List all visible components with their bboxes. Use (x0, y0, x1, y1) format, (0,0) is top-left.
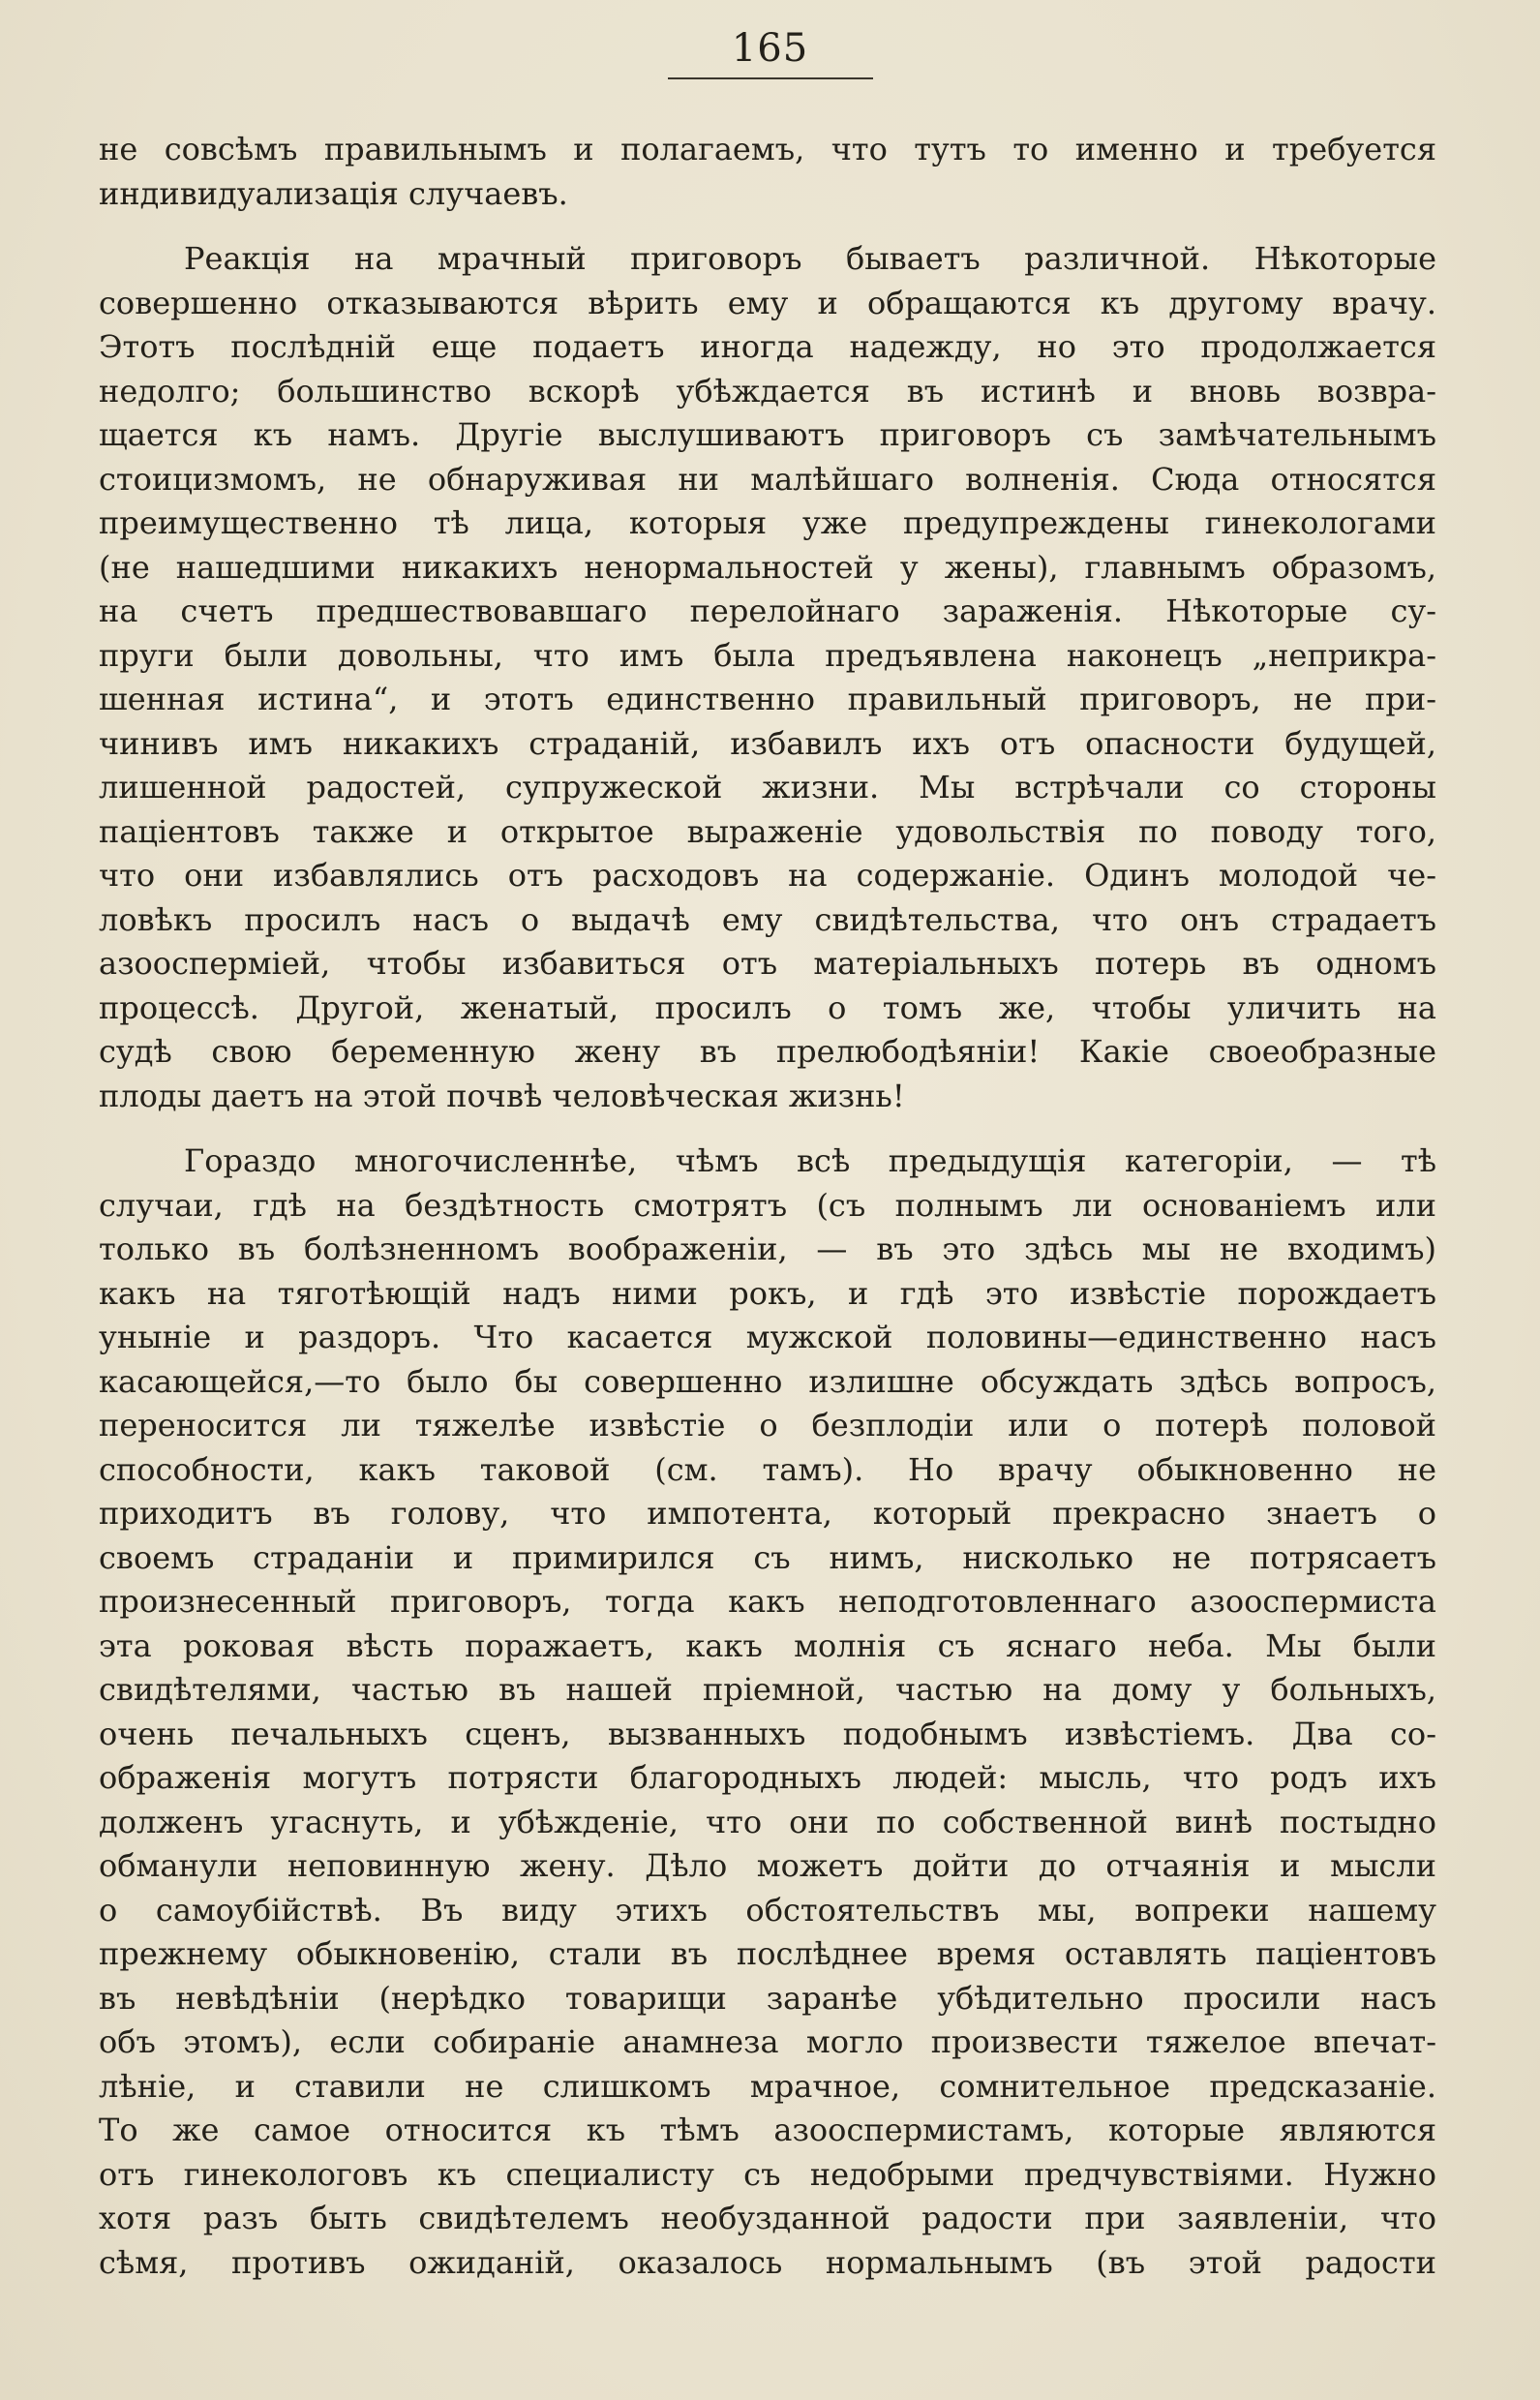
text-line: переносится ли тяжелѣе извѣстіе о безплодіи или о потерѣ половой (99, 1407, 1436, 1443)
text-line: очень печальныхъ сценъ, вызванныхъ подобнымъ извѣстіемъ. Два со- (99, 1715, 1436, 1752)
paragraph (99, 128, 1436, 216)
text-line: Этотъ послѣдній еще подаетъ иногда надежду, но это продолжается (99, 328, 1436, 365)
text-line: своемъ страданіи и примирился съ нимъ, нисколько не потрясаетъ (99, 1538, 1436, 1576)
page-number: 165 (731, 26, 809, 71)
text-line: хотя разъ быть свидѣтелемъ необузданной радости при заявленіи, что (99, 2200, 1436, 2236)
text-line: прежнему обыкновенію, стали въ послѣднее время оставлять паціентовъ (99, 1935, 1436, 1972)
text-line: не совсѣмъ правильнымъ и полагаемъ, что тутъ то именно и требуется (99, 131, 1436, 167)
text-line: паціентовъ также и открытое выраженіе удовольствія по поводу того, (99, 812, 1436, 850)
paragraph-gap (99, 1118, 1436, 1139)
text-line: объ этомъ), если собираніе анамнеза могло произвести тяжелое впечат- (99, 2023, 1436, 2060)
text-line: Реакція на мрачный приговоръ бываетъ различной. Нѣкоторые (184, 240, 1436, 277)
text-line: способности, какъ таковой (см. тамъ). Но врачу обыкновенно не (99, 1450, 1436, 1488)
text-line: какъ на тяготѣющій надъ ними рокъ, и гдѣ это извѣстіе порождаетъ (99, 1274, 1436, 1312)
paragraph-gap (99, 216, 1436, 237)
text-line: лишенной радостей, супружеской жизни. Мы встрѣчали со стороны (99, 769, 1436, 805)
text-line: индивидуализація случаевъ. (99, 174, 568, 212)
text-line: процессѣ. Другой, женатый, просилъ о томъ же, чтобы уличить на (99, 988, 1436, 1026)
text-line: ловѣкъ просилъ насъ о выдачѣ ему свидѣтельства, что онъ страдаетъ (99, 900, 1436, 938)
text-line: (не нашедшими никакихъ ненормальностей у жены), главнымъ образомъ, (99, 548, 1436, 586)
text-line: о самоубійствѣ. Въ виду этихъ обстоятельствъ мы, вопреки нашему (99, 1891, 1436, 1929)
text-line: обманули неповинную жену. Дѣло можетъ дойти до отчаянія и мысли (99, 1847, 1436, 1884)
page-number-rule (668, 77, 873, 79)
text-line: преимущественно тѣ лица, которыя уже предупреждены гинекологами (99, 504, 1436, 541)
text-line: То же самое относится къ тѣмъ азооспермистамъ, которые являются (99, 2111, 1436, 2148)
text-line: пруги были довольны, что имъ была предъявлена наконецъ „неприкра- (99, 636, 1436, 674)
text-line: отъ гинекологовъ къ специалисту съ недобрыми предчувствіями. Нужно (99, 2155, 1436, 2193)
text-line: стоицизмомъ, не обнаруживая ни малѣйшаго волненія. Сюда относятся (99, 460, 1436, 498)
text-line: на счетъ предшествовавшаго перелойнаго зараженія. Нѣкоторые су- (99, 592, 1436, 629)
text-line: уныніе и раздоръ. Что касается мужской половины—единственно насъ (99, 1319, 1436, 1355)
text-line: совершенно отказываются вѣрить ему и обращаются къ другому врачу. (99, 284, 1436, 321)
text-line: ображенія могутъ потрясти благородныхъ людей: мысль, что родъ ихъ (99, 1759, 1436, 1796)
body-text (99, 128, 1436, 2285)
text-line: эта роковая вѣсть поражаетъ, какъ молнія съ яснаго неба. Мы были (99, 1626, 1436, 1664)
text-line: чинивъ имъ никакихъ страданій, избавилъ ихъ отъ опасности будущей, (99, 724, 1436, 762)
paragraph (99, 237, 1436, 1118)
text-line: щается къ намъ. Другіе выслушиваютъ приговоръ съ замѣчательнымъ (99, 416, 1436, 453)
paragraph (99, 1139, 1436, 2285)
text-line: лѣніе, и ставили не слишкомъ мрачное, сомнительное предсказаніе. (99, 2067, 1436, 2105)
text-line: Гораздо многочисленнѣе, чѣмъ всѣ предыдущія категоріи, — тѣ (184, 1142, 1436, 1179)
text-line: приходитъ въ голову, что импотента, который прекрасно знаетъ о (99, 1495, 1436, 1532)
text-line: плоды даетъ на этой почвѣ человѣческая жизнь! (99, 1077, 905, 1114)
text-line: что они избавлялись отъ расходовъ на содержаніе. Одинъ молодой че- (99, 857, 1436, 894)
text-line: сѣмя, противъ ожиданій, оказалось нормальнымъ (въ этой радости (99, 2243, 1436, 2281)
text-line: долженъ угаснуть, и убѣжденіе, что они по собственной винѣ постыдно (99, 1803, 1436, 1840)
text-line: въ невѣдѣніи (нерѣдко товарищи заранѣе убѣдительно просили насъ (99, 1979, 1436, 2017)
text-line: азооспермiей, чтобы избавиться отъ матеріальныхъ потерь въ одномъ (99, 945, 1436, 982)
text-line: свидѣтелями, частью въ нашей пріемной, частью на дому у больныхъ, (99, 1671, 1436, 1708)
text-line: шенная истина“, и этотъ единственно правильный приговоръ, не при- (99, 681, 1436, 717)
text-line: недолго; большинство вскорѣ убѣждается въ истинѣ и вновь возвра- (99, 372, 1436, 410)
text-line: произнесенный приговоръ, тогда какъ неподготовленнаго азооспермиста (99, 1583, 1436, 1620)
text-line: только въ болѣзненномъ воображеніи, — въ это здѣсь мы не входимъ) (99, 1230, 1436, 1267)
text-line: случаи, гдѣ на бездѣтность смотрятъ (съ полнымъ ли основаніемъ или (99, 1186, 1436, 1224)
text-line: судѣ свою беременную жену въ прелюбодѣяніи! Какіе своеобразные (99, 1033, 1436, 1070)
text-line: касающейся,—то было бы совершенно излишне обсуждать здѣсь вопросъ, (99, 1362, 1436, 1400)
